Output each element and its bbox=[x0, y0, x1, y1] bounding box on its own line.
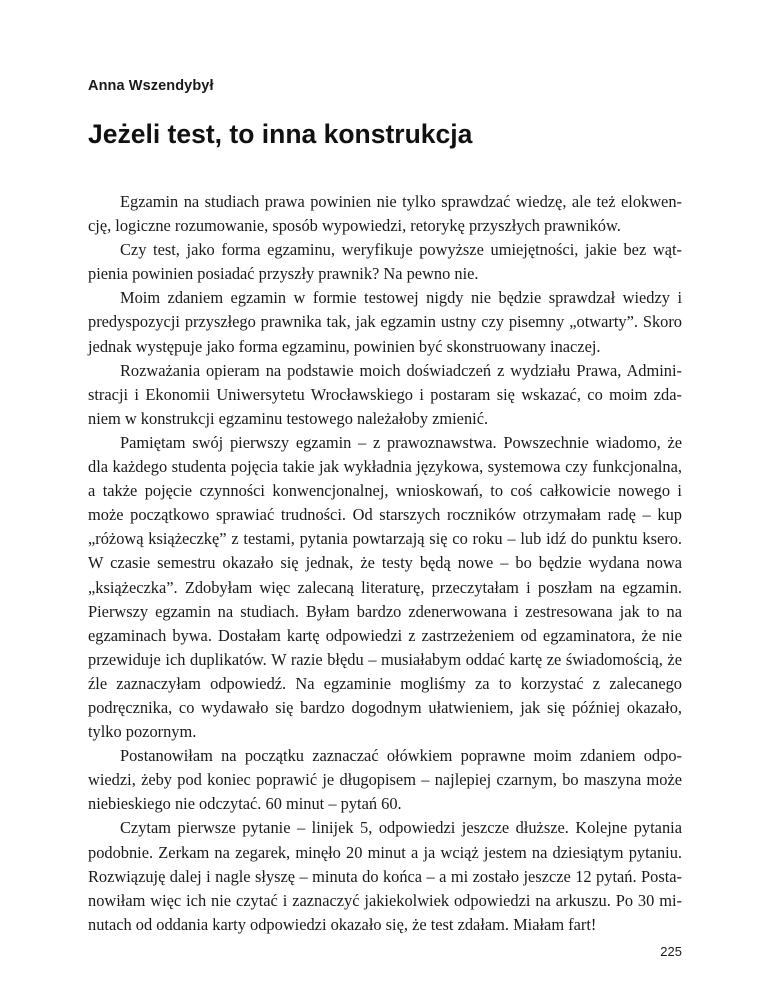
paragraph: Rozważania opieram na podstawie moich doświadczeń z wydziału Prawa, Administracji i Ekonomii Uniwersytetu Wrocławskiego i postaram się wskazać, co moim zdaniem w konstrukcji egzaminu testowego należałoby zmienić. bbox=[88, 360, 682, 428]
paragraph: Czy test, jako forma egzaminu, weryfikuje powyższe umiejętności, jakie bez wątpienia powinien posiadać przyszły prawnik? Na pewno nie. bbox=[88, 240, 682, 284]
article-title: Jeżeli test, to inna konstrukcja bbox=[88, 119, 473, 149]
paragraph: Postanowiłam na początku zaznaczać ołówkiem poprawne moim zdaniem odpowiedzi, żeby pod koniec poprawić je długopisem – najlepiej czarnym, bo maszyna może niebieskiego nie odczytać. 60 minut – pytań 60. bbox=[88, 746, 682, 814]
paragraph: Egzamin na studiach prawa powinien nie tylko sprawdzać wiedzę, ale też elokwencję, logiczne rozumowanie, sposób wypowiedzi, retorykę przyszłych prawników. bbox=[88, 192, 682, 236]
author-name: Anna Wszendybył bbox=[88, 78, 214, 94]
paragraph: Moim zdaniem egzamin w formie testowej nigdy nie będzie sprawdzał wiedzy i predyspozycji przyszłego prawnika tak, jak egzamin ustny czy pisemny „otwarty”. Skoro jednak występuje jako forma egzaminu, powinien być skonstruowany inaczej. bbox=[88, 288, 682, 356]
paragraph: Czytam pierwsze pytanie – linijek 5, odpowiedzi jeszcze dłuższe. Kolejne pytania podobnie. Zerkam na zegarek, minęło 20 minut a ja wciąż jestem na dziesiątym pytaniu. Rozwiązuję dalej i nagle słyszę – minuta do końca – a mi zostało jeszcze 12 pytań. Postanowiłam więc ich nie czytać i zaznaczyć jakiekolwiek odpowiedzi na arkuszu. Po 30 minutach od oddania karty odpowiedzi okazało się, że test zdałam. Miałam fart! bbox=[88, 818, 682, 934]
paragraph: Pamiętam swój pierwszy egzamin – z prawoznawstwa. Powszechnie wiadomo, że dla każdego studenta pojęcia takie jak wykładnia językowa, systemowa czy funkcjonalna, a także pojęcie czynności konwencjonalnej, wnioskowań, to coś całkowicie nowego i może początkowo sprawiać trudności. Od starszych roczników otrzymałam radę – kup „różową książeczkę” z testami, pytania powtarzają się co roku – lub idź do punktu ksero. W czasie semestru okazało się jednak, że testy będą nowe – bo będzie wydana nowa „książeczka”. Zdobyłam więc zalecaną literaturę, przeczytałam i poszłam na egzamin. Pierwszy egzamin na studiach. Byłam bardzo zdenerwowana i zestresowana jak to na egzaminach bywa. Dostałam kartę odpowiedzi z zastrzeżeniem od egzaminatora, że nie przewiduje ich duplikatów. W razie błędu – musiałabym oddać kartę ze świadomością, że źle zaznaczyłam odpowiedź. Na egzaminie mogliśmy za to korzystać z zalecanego podręcznika, co wydawało się bardzo dogodnym ułatwieniem, jak się później okazało, tylko pozornym. bbox=[88, 432, 682, 742]
article-body bbox=[88, 190, 682, 937]
page-number: 225 bbox=[660, 944, 682, 959]
